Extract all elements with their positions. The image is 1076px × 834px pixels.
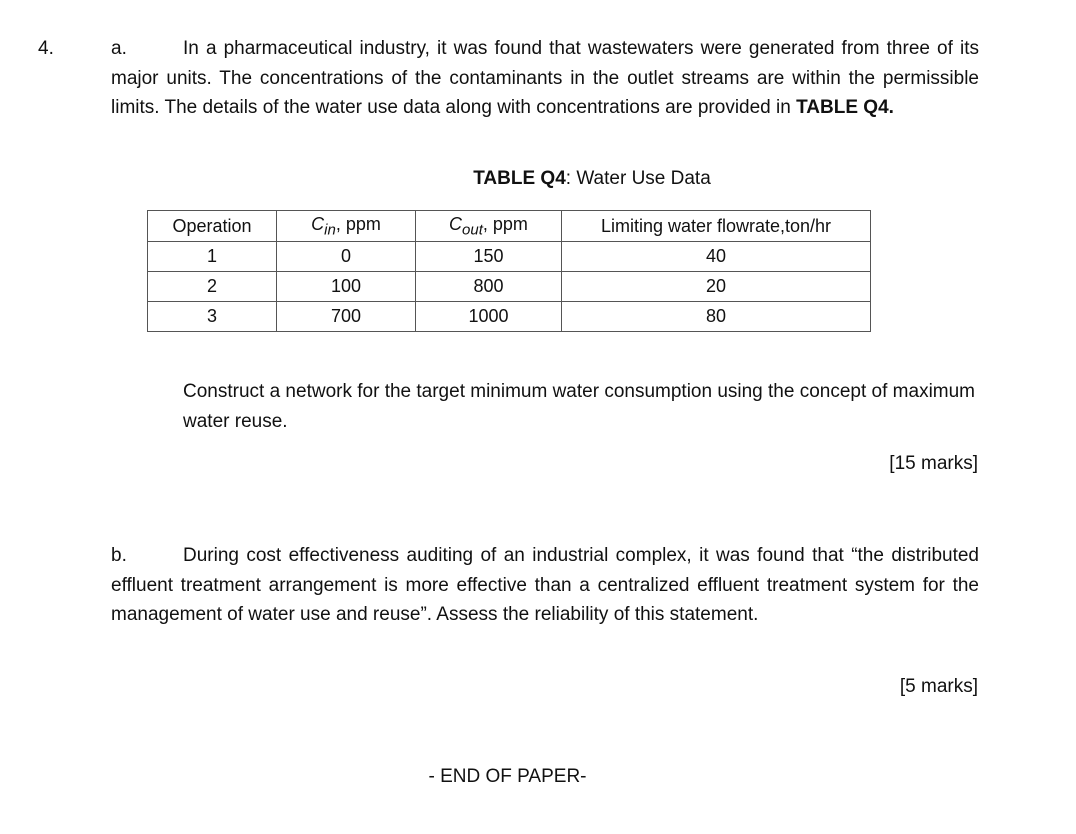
part-b-text: During cost effectiveness auditing of an industrial complex, it was found that “the distributed effluent treatment arrangement is more effective than a centralized effluent treatment system for the management of water use and reuse”. Assess the reliability of this statement. [111, 545, 979, 625]
part-b-marks: [5 marks] [899, 676, 978, 697]
cin-subscript: in [324, 221, 336, 239]
cell-cin: 100 [277, 272, 416, 302]
cell-cout: 1000 [416, 302, 562, 332]
table-caption-label: TABLE Q4 [473, 168, 566, 189]
cin-symbol: C [311, 213, 325, 234]
cell-flowrate: 20 [562, 272, 871, 302]
part-a-text: In a pharmaceutical industry, it was found that wastewaters were generated from three of its major units. The concentrations of the contaminants in the outlet streams are within the permissible limits. The details of the water use data along with concentrations are provided in [111, 38, 979, 118]
part-a-instruction: Construct a network for the target minimum water consumption using the concept of maximum water reuse. [183, 381, 976, 432]
part-a-label: a. [111, 38, 127, 59]
cell-flowrate: 80 [562, 302, 871, 332]
header-flowrate: Limiting water flowrate,ton/hr [562, 211, 871, 242]
part-b-label: b. [111, 545, 127, 566]
question-number: 4. [38, 38, 54, 59]
cell-cout: 800 [416, 272, 562, 302]
cell-cin: 0 [277, 242, 416, 272]
cell-cin: 700 [277, 302, 416, 332]
table-row [148, 302, 871, 332]
table-caption [0, 168, 1076, 190]
cell-operation: 2 [148, 272, 277, 302]
cout-symbol: C [449, 213, 463, 234]
table-row [148, 242, 871, 272]
header-cout [416, 211, 562, 242]
end-of-paper: - END OF PAPER- [428, 766, 587, 787]
header-cin [277, 211, 416, 242]
table-header-row [148, 211, 871, 242]
cell-cout: 150 [416, 242, 562, 272]
cout-unit: , ppm [482, 213, 528, 234]
cell-operation: 3 [148, 302, 277, 332]
part-a-paragraph [111, 34, 979, 123]
table-caption-title: : Water Use Data [565, 168, 711, 189]
cell-operation: 1 [148, 242, 277, 272]
header-operation: Operation [148, 211, 277, 242]
cin-unit: , ppm [335, 213, 381, 234]
part-b-paragraph [111, 541, 979, 630]
table-row [148, 272, 871, 302]
cell-flowrate: 40 [562, 242, 871, 272]
part-a-marks: [15 marks] [889, 453, 978, 474]
table-reference: TABLE Q4. [796, 97, 894, 118]
water-use-table [147, 210, 871, 332]
cout-subscript: out [462, 221, 483, 239]
